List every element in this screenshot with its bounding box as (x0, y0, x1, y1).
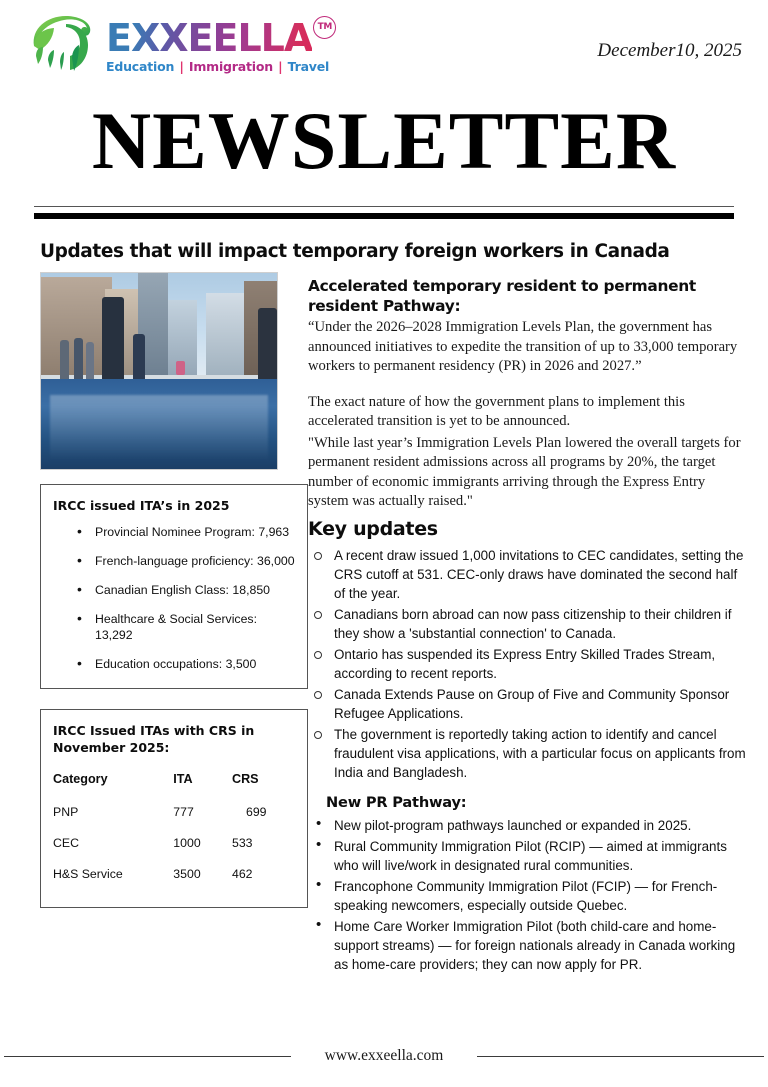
list-item: The government is reportedly taking action to identify and cancel fraudulent visa applications, with a particular focus on applicants from India and Bangladesh. (308, 725, 746, 782)
column-header-category: Category (53, 772, 108, 786)
cell-crs: 533 (231, 836, 253, 850)
ircc-ita-list (53, 524, 295, 672)
column-header-ita: ITA (173, 772, 193, 786)
tagline-education: Education (106, 59, 175, 74)
ircc-ita-box (40, 484, 308, 689)
key-updates-heading: Key updates (308, 517, 438, 540)
street-photo (40, 272, 278, 470)
elephant-leaf-icon (26, 12, 100, 78)
pathway-paragraph-2: The exact nature of how the government plans to implement this accelerated transition is yet to be announced. (308, 393, 685, 429)
page-title: NEWSLETTER (91, 95, 677, 186)
footer-rule-left (4, 1056, 291, 1057)
cell-ita: 777 (173, 805, 194, 819)
cell-ita: 3500 (173, 867, 201, 881)
cell-crs: 699 (245, 805, 267, 819)
new-pr-pathway-heading: New PR Pathway: (326, 793, 467, 811)
list-item: Ontario has suspended its Express Entry Skilled Trades Stream, according to recent reports. (308, 645, 746, 683)
table-row (53, 829, 295, 860)
list-item: • French-language proficiency: 36,000 (53, 553, 295, 569)
table-header-row (53, 766, 295, 798)
cell-category: H&S Service (53, 867, 123, 881)
list-item: • Home Care Worker Immigration Pilot (both child-care and home-support streams) — for foreign nationals already in Canada working as home-care providers; they can now apply for PR. (308, 917, 746, 974)
ircc-crs-box (40, 709, 308, 908)
list-item: A recent draw issued 1,000 invitations to CEC candidates, setting the CRS cutoff at 531. CEC-only draws have dominated the second half of the year. (308, 546, 746, 603)
new-pr-pathway-list (308, 816, 746, 974)
pathway-quote-2: "While last year’s Immigration Levels Plan lowered the overall targets for permanent resident admissions across all programs by 20%, the target number of economic immigrants arriving through the Express Entry system was actually raised." (308, 434, 741, 509)
cell-category: PNP (53, 805, 79, 819)
brand-wordmark: EXXEELLA (106, 16, 313, 60)
section-headline: Updates that will impact temporary foreign workers in Canada (40, 241, 670, 262)
divider-thin (34, 206, 734, 207)
list-item: Canadians born abroad can now pass citizenship to their children if they show a 'substantial connection' to Canada. (308, 605, 746, 643)
list-item: • Provincial Nominee Program: 7,963 (53, 524, 295, 540)
cell-ita: 1000 (173, 836, 201, 850)
footer (0, 1047, 768, 1065)
list-item: • Education occupations: 3,500 (53, 656, 295, 672)
tagline-immigration: Immigration (188, 59, 273, 74)
crs-table (53, 766, 295, 891)
list-item: • New pilot-program pathways launched or expanded in 2025. (308, 816, 746, 835)
tagline-separator-2: | (278, 59, 283, 74)
wordmark-block (106, 12, 333, 74)
pathway-heading: Accelerated temporary resident to permanent resident Pathway: (308, 277, 696, 315)
trademark-icon: TM (313, 16, 336, 39)
issue-date: December10, 2025 (597, 40, 742, 61)
footer-website-url[interactable]: www.exxeella.com (324, 1047, 444, 1064)
right-column (290, 272, 746, 976)
masthead (0, 0, 768, 92)
ircc-crs-box-title: IRCC Issued ITAs with CRS in November 2025: (53, 723, 255, 755)
tagline-separator-1: | (179, 59, 184, 74)
tagline-travel: Travel (287, 59, 330, 74)
footer-rule-right (477, 1056, 764, 1057)
left-column (22, 272, 295, 976)
list-item: • Rural Community Immigration Pilot (RCIP) — aimed at immigrants who will live/work in designated rural communities. (308, 837, 746, 875)
key-updates-list (308, 546, 746, 782)
brand-tagline (106, 59, 329, 74)
list-item: • Canadian English Class: 18,850 (53, 582, 295, 598)
ircc-ita-box-title: IRCC issued ITA’s in 2025 (53, 498, 230, 513)
pathway-quote-1: “Under the 2026–2028 Immigration Levels Plan, the government has announced initiatives to expedite the transition of up to 33,000 temporary workers to permanent residency (PR) in 2026 and 2027.” (308, 319, 738, 374)
column-header-crs: CRS (231, 772, 259, 786)
table-row (53, 860, 295, 891)
list-item: • Healthcare & Social Services: 13,292 (53, 611, 295, 643)
content-columns (0, 262, 768, 976)
brand-logo[interactable] (26, 12, 333, 78)
list-item: • Francophone Community Immigration Pilot (FCIP) — for French-speaking newcomers, especially outside Quebec. (308, 877, 746, 915)
cell-crs: 462 (231, 867, 253, 881)
table-row (53, 798, 295, 829)
list-item: Canada Extends Pause on Group of Five and Community Sponsor Refugee Applications. (308, 685, 746, 723)
cell-category: CEC (53, 836, 79, 850)
